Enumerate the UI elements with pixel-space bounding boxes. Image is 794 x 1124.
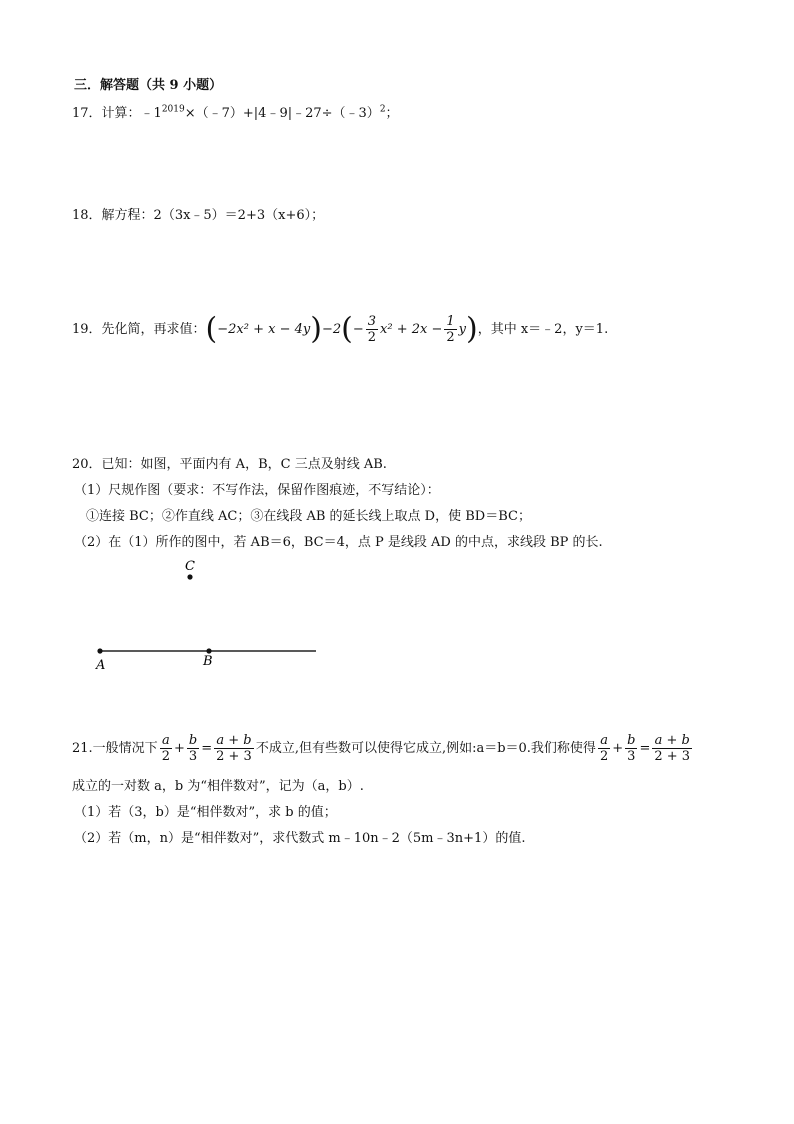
right-paren-2: ) xyxy=(466,311,478,347)
numerator: a + b xyxy=(214,733,254,749)
q21-frac-ab-2 xyxy=(652,733,692,764)
q20-sub1: （1）尺规作图（要求：不写作法，保留作图痕迹，不写结论）： xyxy=(74,483,440,498)
denominator: 2 xyxy=(161,749,170,764)
q21-line2: 成立的一对数 a，b 为“相伴数对”，记为（a，b）. xyxy=(72,779,364,794)
q21-intro: 21.一般情况下 xyxy=(72,741,158,756)
q21-frac-a xyxy=(160,733,172,764)
question-17 xyxy=(72,104,399,124)
q21-eq-2: = xyxy=(639,741,651,756)
question-19 xyxy=(72,311,609,347)
q21-sub1: （1）若（3，b）是“相伴数对”，求 b 的值； xyxy=(74,805,337,820)
question-20: 20．已知：如图，平面内有 A，B，C 三点及射线 AB. xyxy=(72,457,387,472)
numerator: 3 xyxy=(367,314,377,329)
q21-plus: + xyxy=(173,741,185,756)
q21-plus-2: + xyxy=(612,741,624,756)
q21-frac-b-2 xyxy=(625,733,637,764)
numerator: b xyxy=(627,733,636,748)
q19-expression xyxy=(205,311,478,347)
q20-sub1-items: ①连接 BC；②作直线 AC；③在线段 AB 的延长线上取点 D，使 BD＝BC； xyxy=(86,509,531,524)
q19-mid: x² + 2x − xyxy=(380,322,443,337)
q19-fraction-2 xyxy=(444,314,456,345)
numerator: a + b xyxy=(652,733,692,749)
geometry-figure xyxy=(90,555,330,675)
q19-fraction-1 xyxy=(366,314,378,345)
point-a xyxy=(97,648,102,653)
q19-y: y xyxy=(458,322,466,337)
q21-mid: 不成立,但有些数可以使得它成立,例如:a＝b＝0.我们称使得 xyxy=(255,741,596,756)
section-title: 三．解答题（共 9 小题） xyxy=(74,78,223,93)
denominator: 2 + 3 xyxy=(216,749,252,764)
q21-frac-a-2 xyxy=(598,733,610,764)
q17-exponent: 2019 xyxy=(161,104,185,115)
q20-sub2: （2）在（1）所作的图中，若 AB＝6，BC＝4，点 P 是线段 AD 的中点，求线段 BP 的长. xyxy=(74,535,603,550)
point-c xyxy=(187,574,192,579)
question-21 xyxy=(72,733,694,764)
left-paren: ( xyxy=(205,311,218,347)
q21-frac-b xyxy=(187,733,199,764)
q17-text-a: ﹣1 xyxy=(140,106,162,121)
numerator: 1 xyxy=(446,314,455,329)
label-b: B xyxy=(203,654,213,669)
label-a: A xyxy=(96,658,106,673)
numerator: a xyxy=(598,733,610,749)
q21-eq: = xyxy=(201,741,213,756)
q19-neg: − xyxy=(352,322,364,337)
denominator: 2 xyxy=(446,330,455,345)
q17-exponent-2: 2 xyxy=(379,104,386,115)
numerator: a xyxy=(160,733,172,749)
point-b xyxy=(206,648,211,653)
denominator: 3 xyxy=(188,749,198,764)
q19-tail: ，其中 x＝﹣2，y＝1. xyxy=(477,322,609,337)
right-paren: ) xyxy=(310,311,322,347)
question-18: 18．解方程：2（3x﹣5）＝2+3（x+6）； xyxy=(72,208,325,223)
q21-sub2: （2）若（m，n）是“相伴数对”，求代数式 m﹣10n﹣2（5m﹣3n+1）的值. xyxy=(74,831,526,846)
q19-part1: −2x² + x − 4y xyxy=(217,322,311,337)
q17-text-b: ×（﹣7）+|4﹣9|﹣27÷（﹣3） xyxy=(184,106,380,121)
denominator: 3 xyxy=(627,749,636,764)
denominator: 2 xyxy=(367,330,377,345)
left-paren-2: ( xyxy=(341,311,353,347)
q19-label: 19．先化简，再求值： xyxy=(72,322,206,337)
numerator: b xyxy=(188,733,198,748)
q19-minus2: −2 xyxy=(321,322,342,337)
q17-tail: ； xyxy=(385,106,399,121)
denominator: 2 xyxy=(599,749,609,764)
q21-frac-ab xyxy=(214,733,254,764)
denominator: 2 + 3 xyxy=(654,749,691,764)
q17-label: 17．计算： xyxy=(72,106,141,121)
label-c: C xyxy=(185,559,195,574)
